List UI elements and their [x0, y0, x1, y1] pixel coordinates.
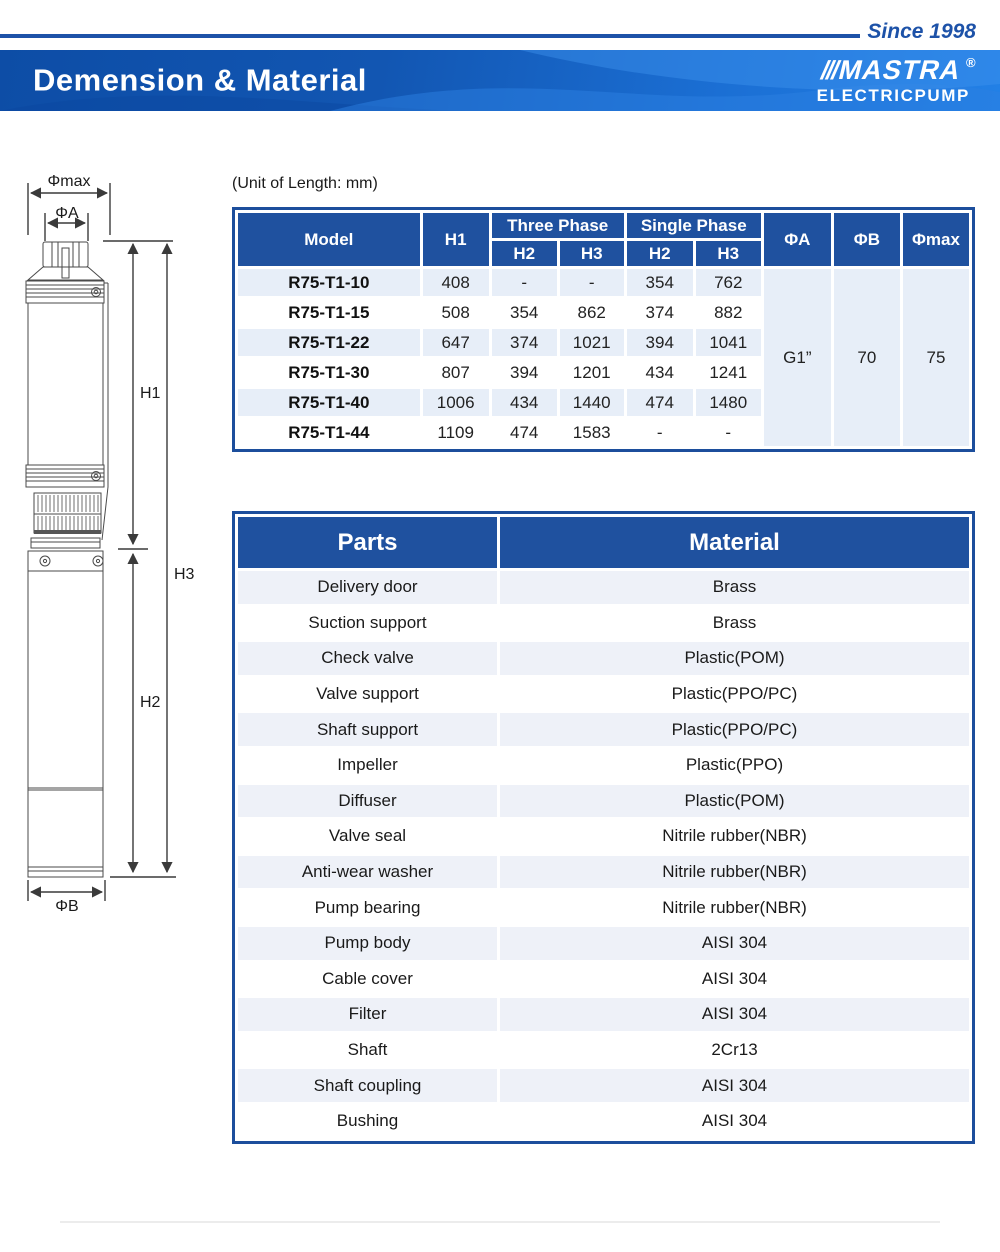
cell-part: Bushing: [238, 1105, 497, 1138]
unit-of-length-note: (Unit of Length: mm): [232, 175, 378, 192]
col-header-model: Model: [238, 213, 420, 266]
cell-part: Diffuser: [238, 785, 497, 818]
brand-subtitle: ELECTRICPUMP: [816, 86, 970, 105]
cell-h1: 508: [423, 299, 489, 326]
cell-part: Shaft support: [238, 713, 497, 746]
cell-material: AISI 304: [500, 1069, 969, 1102]
label-phi-a: ΦA: [55, 205, 79, 222]
label-h1: H1: [140, 385, 161, 402]
dimensions-table: [232, 207, 975, 452]
pump-rib-band-top: [26, 281, 104, 303]
cell-h1: 1109: [423, 419, 489, 446]
cell-h1: 1006: [423, 389, 489, 416]
col-header-tp-h2: H2: [492, 241, 557, 266]
pump-discharge-port: [43, 242, 88, 267]
table-row: [238, 998, 969, 1031]
cell-material: Nitrile rubber(NBR): [500, 856, 969, 889]
table-row: [238, 927, 969, 960]
col-header-material: Material: [500, 517, 969, 568]
cell-part: Impeller: [238, 749, 497, 782]
page-title: Demension & Material: [33, 61, 367, 97]
cell-sp-h2: 374: [627, 299, 693, 326]
cell-material: Nitrile rubber(NBR): [500, 820, 969, 853]
cell-sp-h2: 434: [627, 359, 693, 386]
table-row: [238, 891, 969, 924]
cell-model: R75-T1-30: [238, 359, 420, 386]
table-row: [238, 1105, 969, 1138]
cell-tp-h3: 862: [560, 299, 624, 326]
table-row: [238, 963, 969, 996]
motor-body: [28, 571, 103, 790]
parts-material-table: [232, 511, 975, 1144]
col-header-single-phase: Single Phase: [627, 213, 761, 238]
table-row: [238, 785, 969, 818]
cell-tp-h2: 474: [492, 419, 557, 446]
brand-wordmark: [813, 57, 973, 84]
cell-material: 2Cr13: [500, 1034, 969, 1067]
cell-part: Shaft coupling: [238, 1069, 497, 1102]
cell-model: R75-T1-22: [238, 329, 420, 356]
table-row: [238, 713, 969, 746]
col-header-phi-b: ΦB: [834, 213, 900, 266]
pump-shaft-pin: [62, 248, 69, 278]
cell-material: Plastic(POM): [500, 642, 969, 675]
cell-tp-h3: -: [560, 269, 624, 296]
cell-part: Filter: [238, 998, 497, 1031]
cell-material: Plastic(POM): [500, 785, 969, 818]
logo-slashes-icon: ///: [817, 55, 841, 85]
table-row: [238, 856, 969, 889]
cell-material: Plastic(PPO/PC): [500, 713, 969, 746]
cell-h1: 408: [423, 269, 489, 296]
parts-header-row: [238, 517, 969, 568]
cell-sp-h2: 394: [627, 329, 693, 356]
cell-model: R75-T1-40: [238, 389, 420, 416]
table-row: [238, 749, 969, 782]
cell-h1: 647: [423, 329, 489, 356]
cell-part: Delivery door: [238, 571, 497, 604]
cell-part: Valve support: [238, 678, 497, 711]
cell-tp-h2: 374: [492, 329, 557, 356]
top-divider-line: [0, 34, 860, 38]
since-1998-text: Since 1998: [867, 20, 976, 43]
cell-part: Anti-wear washer: [238, 856, 497, 889]
cell-material: AISI 304: [500, 1105, 969, 1138]
motor-lower-body: [28, 790, 103, 867]
cell-tp-h3: 1021: [560, 329, 624, 356]
table-row: [238, 571, 969, 604]
pump-technical-drawing: [0, 160, 230, 960]
cell-tp-h2: 434: [492, 389, 557, 416]
cell-sp-h3: 1241: [696, 359, 761, 386]
cell-model: R75-T1-44: [238, 419, 420, 446]
table-row: [238, 678, 969, 711]
pump-rib-band-bottom: [26, 465, 104, 487]
table-row: [238, 642, 969, 675]
table-row: [238, 607, 969, 640]
cell-phi-b-merged: 70: [834, 269, 900, 446]
cell-sp-h3: 882: [696, 299, 761, 326]
cell-part: Cable cover: [238, 963, 497, 996]
label-phi-b: ΦB: [55, 898, 79, 915]
cell-material: Brass: [500, 607, 969, 640]
title-banner: [0, 50, 1000, 111]
col-header-sp-h3: H3: [696, 241, 761, 266]
col-header-sp-h2: H2: [627, 241, 693, 266]
cell-model: R75-T1-15: [238, 299, 420, 326]
cell-tp-h3: 1440: [560, 389, 624, 416]
col-header-h1: H1: [423, 213, 489, 266]
cell-model: R75-T1-10: [238, 269, 420, 296]
label-h2: H2: [140, 694, 161, 711]
table-row: [238, 269, 969, 296]
col-header-parts: Parts: [238, 517, 497, 568]
cell-sp-h3: 1041: [696, 329, 761, 356]
cell-tp-h3: 1583: [560, 419, 624, 446]
pump-strainer: [34, 493, 101, 533]
cell-tp-h2: -: [492, 269, 557, 296]
cell-material: AISI 304: [500, 927, 969, 960]
cell-material: Brass: [500, 571, 969, 604]
registered-trademark-icon: ®: [965, 55, 975, 70]
brand-name: MASTRA: [835, 55, 965, 85]
cell-material: Plastic(PPO/PC): [500, 678, 969, 711]
col-header-phi-a: ΦA: [764, 213, 831, 266]
cell-phi-max-merged: 75: [903, 269, 969, 446]
cell-material: AISI 304: [500, 998, 969, 1031]
label-phi-max: Φmax: [47, 173, 91, 190]
brand-logo: [816, 55, 975, 106]
cell-sp-h2: 474: [627, 389, 693, 416]
pump-body: [28, 303, 103, 465]
cell-part: Pump bearing: [238, 891, 497, 924]
cell-part: Valve seal: [238, 820, 497, 853]
table-row: [238, 1069, 969, 1102]
label-h3: H3: [174, 566, 195, 583]
motor-flange: [28, 551, 103, 571]
cell-part: Check valve: [238, 642, 497, 675]
cell-h1: 807: [423, 359, 489, 386]
motor-bottom-cap: [28, 867, 103, 877]
cell-phi-a-merged: G1”: [764, 269, 831, 446]
col-header-tp-h3: H3: [560, 241, 624, 266]
table-row: [238, 820, 969, 853]
cell-material: Nitrile rubber(NBR): [500, 891, 969, 924]
cell-material: AISI 304: [500, 963, 969, 996]
footer-divider-line: [60, 1221, 940, 1223]
cell-tp-h2: 394: [492, 359, 557, 386]
col-header-phi-max: Φmax: [903, 213, 969, 266]
cell-part: Suction support: [238, 607, 497, 640]
cell-tp-h3: 1201: [560, 359, 624, 386]
cell-part: Pump body: [238, 927, 497, 960]
cell-tp-h2: 354: [492, 299, 557, 326]
pump-collar: [31, 538, 100, 548]
cell-part: Shaft: [238, 1034, 497, 1067]
dim-header-row-1: [238, 213, 969, 238]
col-header-three-phase: Three Phase: [492, 213, 624, 238]
cell-sp-h2: -: [627, 419, 693, 446]
cell-sp-h3: -: [696, 419, 761, 446]
cell-sp-h3: 762: [696, 269, 761, 296]
cell-material: Plastic(PPO): [500, 749, 969, 782]
cell-sp-h3: 1480: [696, 389, 761, 416]
table-row: [238, 1034, 969, 1067]
cell-sp-h2: 354: [627, 269, 693, 296]
